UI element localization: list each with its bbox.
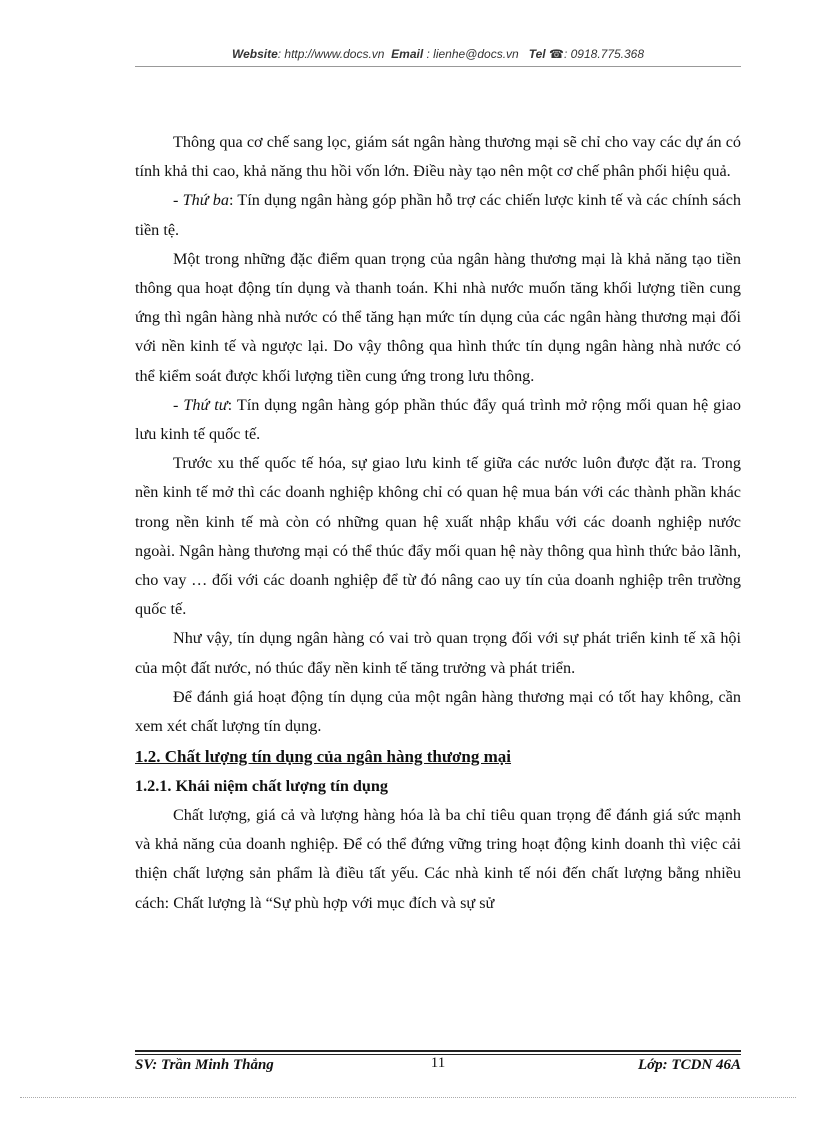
- footer-divider-thick: [135, 1050, 741, 1052]
- page-body: [135, 128, 741, 918]
- website-label: Website: [231, 47, 278, 61]
- phone-icon: ☎: [549, 47, 564, 61]
- website-value: : http://www.docs.vn: [277, 47, 385, 61]
- page-bottom-edge: [20, 1097, 796, 1098]
- paragraph-8: Chất lượng, giá cả và lượng hàng hóa là ba chỉ tiêu quan trọng để đánh giá sức mạnh và khả năng của doanh nghiệp. Để có thể đứng vững tring hoạt động kinh doanh thì việc cải thiện chất lượng sản phẩm là điều tất yếu. Các nhà kinh tế nói đến chất lượng bằng nhiều cách: Chất lượng là “Sự phù hợp với mục đích và sự sử: [135, 805, 741, 912]
- page-number: 11: [430, 1055, 446, 1071]
- student-name: SV: Trần Minh Thắng: [135, 1057, 274, 1073]
- paragraph-6: Như vậy, tín dụng ngân hàng có vai trò quan trọng đối với sự phát triển kinh tế xã hội của một đất nước, nó thúc đẩy nền kinh tế tăng trưởng và phát triển.: [135, 629, 741, 677]
- paragraph-4: - Thứ tư: Tín dụng ngân hàng góp phần thúc đẩy quá trình mở rộng mối quan hệ giao lưu kinh tế quốc tế.: [135, 395, 742, 444]
- class-name: Lớp: TCDN 46A: [637, 1057, 741, 1073]
- emphasis-thu-tu: Thứ tư: [183, 395, 228, 414]
- section-heading: 1.2. Chất lượng tín dụng của ngân hàng thương mại: [135, 747, 512, 767]
- emphasis-thu-ba: Thứ ba: [182, 191, 229, 210]
- email-value: : lienhe@docs.vn: [423, 47, 519, 61]
- page-header: [135, 47, 741, 61]
- page-footer: [135, 1057, 741, 1077]
- paragraph-1: Thông qua cơ chế sang lọc, giám sát ngân hàng thương mại sẽ chỉ cho vay các dự án có tính khả thi cao, khả năng thu hồi vốn lớn. Điều này tạo nên một cơ chế phân phối hiệu quả.: [135, 133, 741, 181]
- paragraph-5: Trước xu thế quốc tế hóa, sự giao lưu kinh tế giữa các nước luôn được đặt ra. Trong nền kinh tế mở thì các doanh nghiệp không chỉ có quan hệ mua bán với các thành phần khác trong nền kinh tế mà còn có những quan hệ xuất nhập khẩu với các doanh nghiệp nước ngoài. Ngân hàng thương mại có thể thúc đẩy mối quan hệ này thông qua hình thức bảo lãnh, cho vay … đối với các doanh nghiệp để từ đó nâng cao uy tín của doanh nghiệp trên trường quốc tế.: [135, 454, 741, 619]
- email-label: Email: [391, 47, 424, 61]
- tel-label: Tel: [528, 47, 546, 61]
- tel-value: : 0918.775.368: [563, 47, 645, 61]
- paragraph-3: Một trong những đặc điểm quan trọng của ngân hàng thương mại là khả năng tạo tiền thông qua hoạt động tín dụng và thanh toán. Khi nhà nước muốn tăng khối lượng tiền cung ứng thì ngân hàng nhà nước có thể tăng hạn mức tín dụng của các ngân hàng thương mại đối với nền kinh tế và ngược lại. Do vậy thông qua hình thức tín dụng ngân hàng nhà nước có thể kiểm soát được khối lượng tiền cung ứng trong lưu thông.: [135, 249, 741, 385]
- header-divider: [135, 66, 741, 67]
- paragraph-7: Để đánh giá hoạt động tín dụng của một ngân hàng thương mại có tốt hay không, cần xem xét chất lượng tín dụng.: [135, 687, 741, 736]
- subsection-heading: 1.2.1. Khái niệm chất lượng tín dụng: [135, 776, 388, 795]
- paragraph-2: - Thứ ba: Tín dụng ngân hàng góp phần hỗ trợ các chiến lược kinh tế và các chính sách tiền tệ.: [135, 191, 741, 239]
